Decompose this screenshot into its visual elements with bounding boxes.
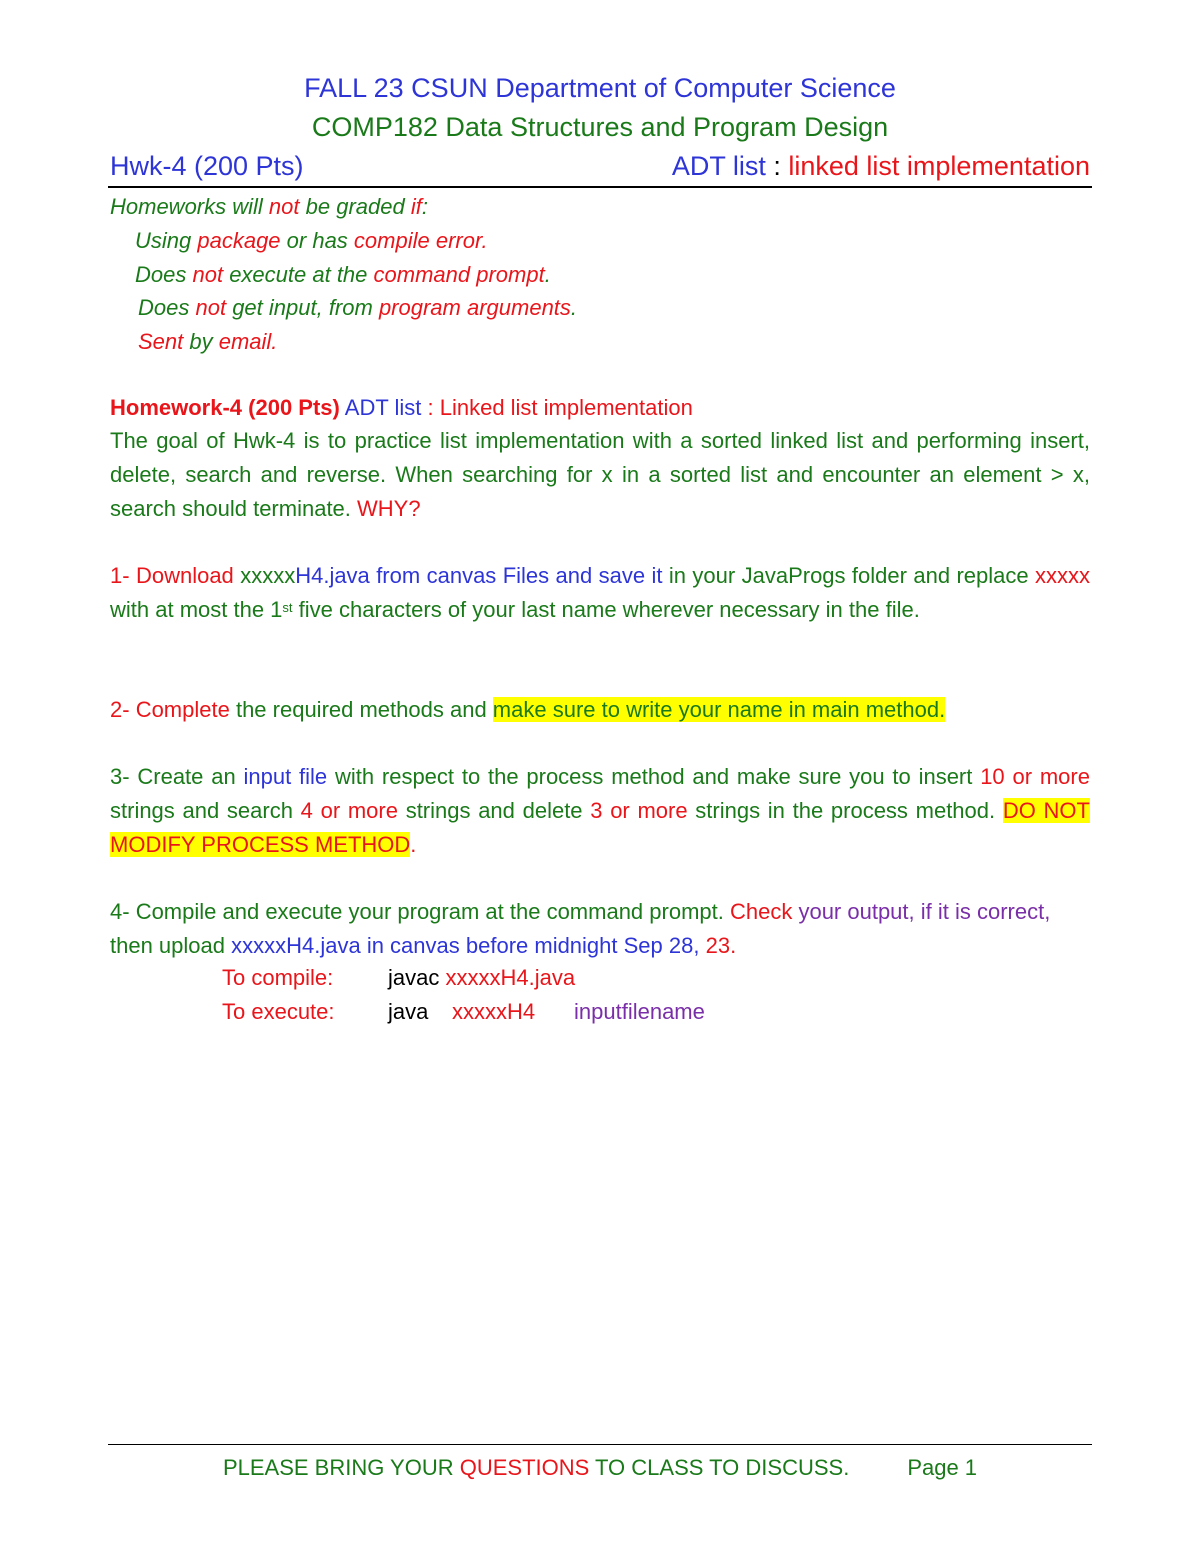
colon: : — [765, 151, 789, 181]
assignment-topic — [672, 151, 1090, 182]
step-1: 1- Download xxxxxH4.java from canvas Files and save it in your JavaProgs folder and replace xxxxx with at most the 1st five characters of your last name wherever necessary in the file. — [110, 563, 1090, 622]
grading-condition-input: Does not get input, from program arguments. — [138, 295, 578, 320]
page-number: Page 1 — [907, 1455, 978, 1480]
header-divider — [108, 186, 1092, 188]
grading-condition-execute: Does not execute at the command prompt. — [135, 262, 551, 287]
highlight-name-note: make sure to write your name in main method. — [492, 697, 946, 722]
grading-condition-email: Sent by email. — [138, 329, 278, 354]
grading-condition-package: Using package or has compile error. — [135, 228, 488, 253]
page-footer: PLEASE BRING YOUR QUESTIONS TO CLASS TO DISCUSS. Page 1 — [222, 1455, 978, 1480]
adt-label: ADT list — [671, 151, 766, 181]
course-department-title: FALL 23 CSUN Department of Computer Science — [304, 73, 896, 103]
topic-label: linked list implementation — [788, 151, 1090, 181]
highlight-no-modify: DO NOT MODIFY PROCESS METHOD — [110, 798, 1090, 857]
execute-command: To execute: java xxxxxH4 inputfilename — [222, 999, 705, 1024]
step-3: 3- Create an input file with respect to the process method and make sure you to insert 10 or more strings and search 4 or more strings and delete 3 or more strings in the process method. DO NOT MODIFY PROCESS METHOD. — [110, 764, 1090, 857]
compile-command: To compile: javac xxxxxH4.java — [222, 965, 576, 990]
compile-label: To compile: — [222, 965, 334, 990]
homework-goal: The goal of Hwk-4 is to practice list implementation with a sorted linked list and performing insert, delete, search and reverse. When searching for x in a sorted list and encounter an element > x, search should terminate. WHY? — [110, 428, 1090, 521]
footer-divider — [108, 1444, 1092, 1445]
assignment-header — [110, 151, 1090, 187]
step-2: 2- Complete the required methods and make sure to write your name in main method. — [110, 697, 946, 722]
homework-title: Homework-4 (200 Pts) ADT list : Linked list implementation — [110, 395, 693, 420]
execute-label: To execute: — [222, 999, 335, 1024]
assignment-label: Hwk-4 (200 Pts) — [110, 151, 304, 181]
homework-label: Homework-4 (200 Pts) — [110, 395, 340, 420]
grading-heading: Homeworks will not be graded if: — [110, 194, 428, 219]
course-title: COMP182 Data Structures and Program Design — [311, 112, 889, 142]
step-4: 4- Compile and execute your program at the command prompt. Check your output, if it is correct, then upload xxxxxH4.java in canvas before midnight Sep 28, 23. — [110, 899, 1051, 958]
